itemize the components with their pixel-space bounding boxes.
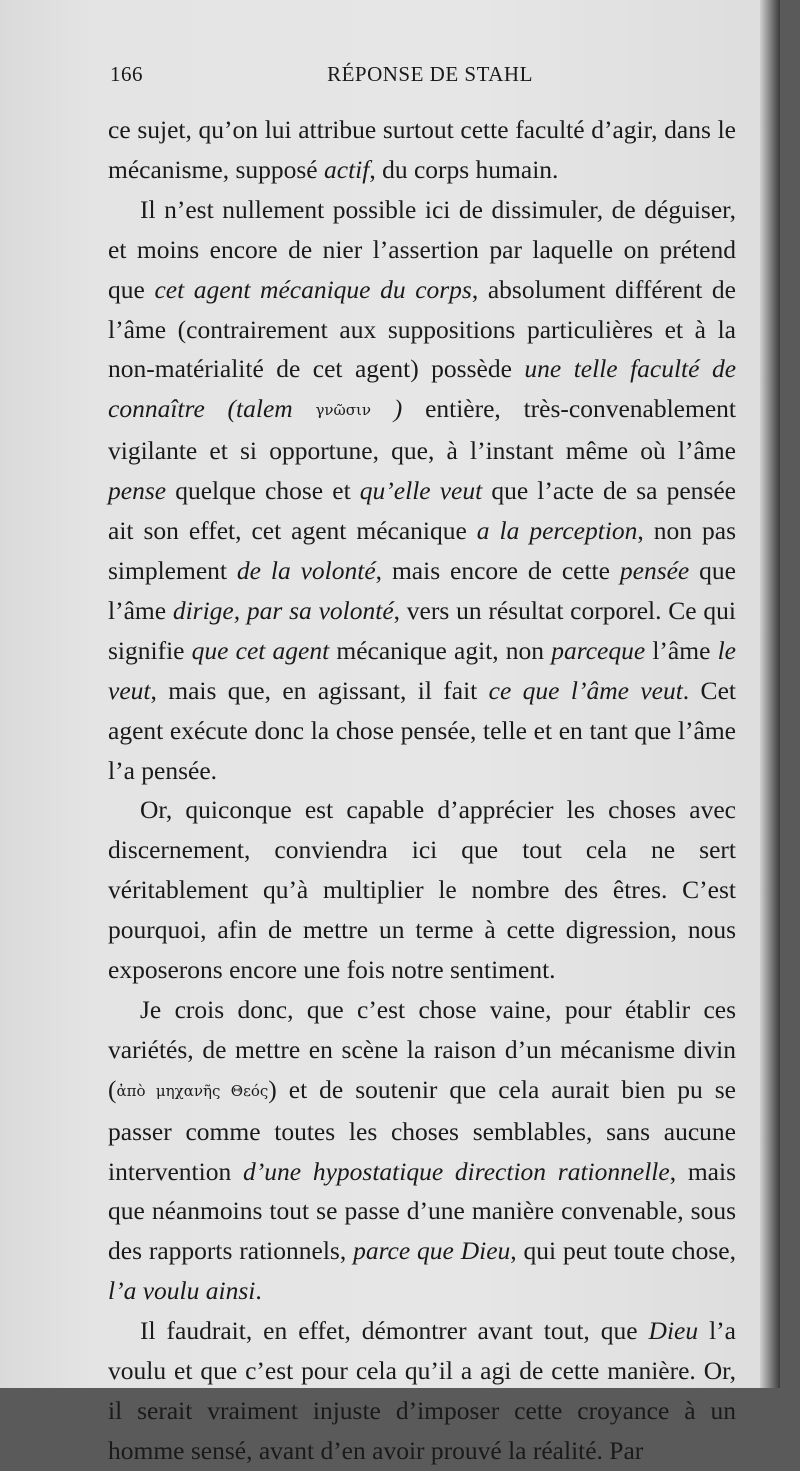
text-run: , du corps humain.	[369, 154, 559, 184]
italic-run: pensée	[619, 555, 690, 585]
page-edge-shadow	[760, 0, 780, 1388]
italic-run: a la perception	[476, 516, 638, 546]
text-run: Or, quiconque est capable d’apprécier les choses avec discernement, conviendra ici que tout cela ne sert véritablement qu’à multiplier le nombre des êtres. C’est pourquoi, afin de mettre un terme à cette digression, nous exposerons encore une fois notre sentiment.	[108, 795, 736, 985]
text-run: que l’acte de sa pensée ait son effet, cet agent mécanique	[108, 476, 736, 546]
text-run: , absolument différent de l’âme (contrairement aux suppositions particulières et à la non-matérialité de cet agent) possède	[108, 274, 737, 384]
italic-run: de la volonté	[236, 555, 376, 585]
text-run: , mais encore de cette	[375, 555, 620, 585]
text-run: , non pas simplement	[108, 516, 736, 585]
paragraph-1	[108, 110, 736, 190]
text-run: Il n’est nullement possible ici de dissimuler, de déguiser, et moins encore de nier l’assertion par laquelle on prétend que	[108, 194, 736, 304]
text-run: . Cet agent exécute donc la chose pensée, telle et en tant que l’âme l’a pensée.	[108, 675, 736, 785]
body-text	[108, 110, 736, 1471]
text-run: Je crois donc, que c’est chose vaine, pour établir ces variétés, de mettre en scène la raison d’un mécanisme divin (	[108, 994, 736, 1104]
page-number: 166	[110, 62, 143, 86]
text-run: mécanique agit, non	[329, 635, 552, 665]
greek-run: ἀπὸ μηχανῆς Θεός	[116, 1081, 269, 1100]
italic-run: qu’elle veut	[359, 476, 483, 506]
paragraph-2	[108, 190, 736, 791]
italic-run: )	[371, 394, 403, 424]
text-run: Il faudrait, en effet, démontrer avant tout, que	[140, 1316, 649, 1346]
text-run: , mais que, en agissant, il fait	[150, 675, 489, 705]
text-run: ) et de soutenir que cela aurait bien pu se passer comme toutes les choses semblables, sans aucune intervention	[108, 1074, 736, 1186]
text-run: quelque chose et	[166, 476, 360, 506]
italic-run: une telle faculté de connaître (talem	[108, 354, 737, 424]
italic-run: parceque	[551, 635, 646, 665]
paragraph-5	[108, 1311, 736, 1471]
text-run: , vers un résultat corporel. Ce qui signifie	[108, 595, 736, 665]
text-run: l’âme	[645, 635, 718, 665]
text-run: , qui peut toute chose,	[510, 1236, 736, 1266]
italic-run: le veut	[108, 635, 736, 705]
italic-run: dirige, par sa volonté	[172, 595, 394, 625]
italic-run: actif	[324, 154, 370, 184]
italic-run: l’a voulu ainsi	[108, 1276, 256, 1306]
italic-run: Dieu	[648, 1316, 699, 1346]
paragraph-4	[108, 990, 736, 1311]
paragraph-3	[108, 790, 736, 990]
italic-run: que cet agent	[191, 635, 330, 665]
italic-run: d’une hypostatique direction rationnelle	[243, 1156, 670, 1186]
text-run: .	[255, 1276, 262, 1306]
text-run: ce sujet, qu’on lui attribue surtout cette faculté d’agir, dans le mécanisme, supposé	[108, 115, 736, 184]
text-run: que l’âme	[108, 555, 736, 625]
running-title: RÉPONSE DE STAHL	[327, 62, 533, 86]
text-run: entière, très-convenablement vigilante et si opportune, que, à l’instant même où l’âme	[108, 394, 736, 466]
italic-run: ce que l’âme veut	[488, 675, 683, 705]
text-run: l’a voulu et que c’est pour cela qu’il a agi de cette manière. Or, il serait vraiment injuste d’imposer cette croyance à un homme sensé, avant d’en avoir prouvé la réalité. Par	[108, 1316, 736, 1465]
text-run: , mais que néanmoins tout se passe d’une manière convenable, sous des rapports rationnels,	[108, 1156, 737, 1266]
italic-run: pense	[108, 476, 167, 506]
italic-run: cet agent mécanique du corps	[154, 274, 472, 304]
greek-run: γνῶσιν	[315, 401, 372, 420]
italic-run: parce que Dieu	[353, 1236, 511, 1266]
page-header	[110, 62, 730, 90]
